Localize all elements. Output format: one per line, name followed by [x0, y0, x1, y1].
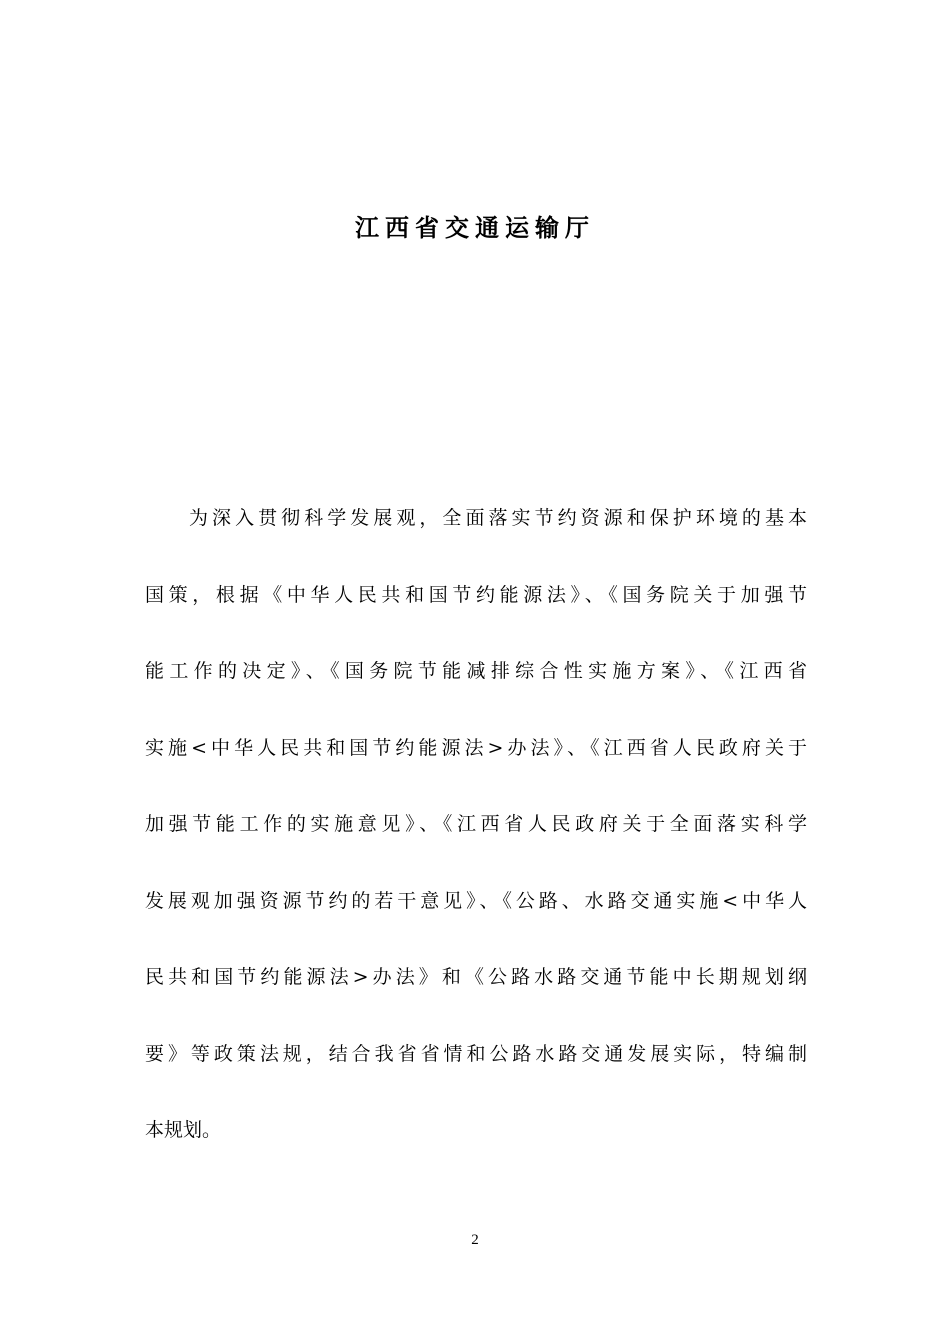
body-paragraph: [145, 480, 807, 1169]
document-title: 江西省交通运输厅: [355, 214, 595, 242]
paragraph-line: 民共和国节约能源法>办法》和《公路水路交通节能中长期规划纲: [145, 966, 807, 988]
paragraph-line: 加强节能工作的实施意见》、《江西省人民政府关于全面落实科学: [145, 813, 807, 835]
page-number: 2: [471, 1232, 479, 1248]
paragraph-line: 实施<中华人民共和国节约能源法>办法》、《江西省人民政府关于: [145, 736, 807, 759]
paragraph-line: 国策，根据《中华人民共和国节约能源法》、《国务院关于加强节: [145, 583, 807, 606]
paragraph-line: 发展观加强资源节约的若干意见》、《公路、水路交通实施<中华人: [145, 889, 807, 912]
paragraph-line: 要》等政策法规，结合我省省情和公路水路交通发展实际，特编制: [145, 1042, 807, 1065]
paragraph-line: 能工作的决定》、《国务院节能减排综合性实施方案》、《江西省: [145, 660, 807, 682]
paragraph-line: 本规划。: [145, 1119, 222, 1141]
paragraph-line: 为深入贯彻科学发展观，全面落实节约资源和保护环境的基本: [189, 507, 807, 529]
